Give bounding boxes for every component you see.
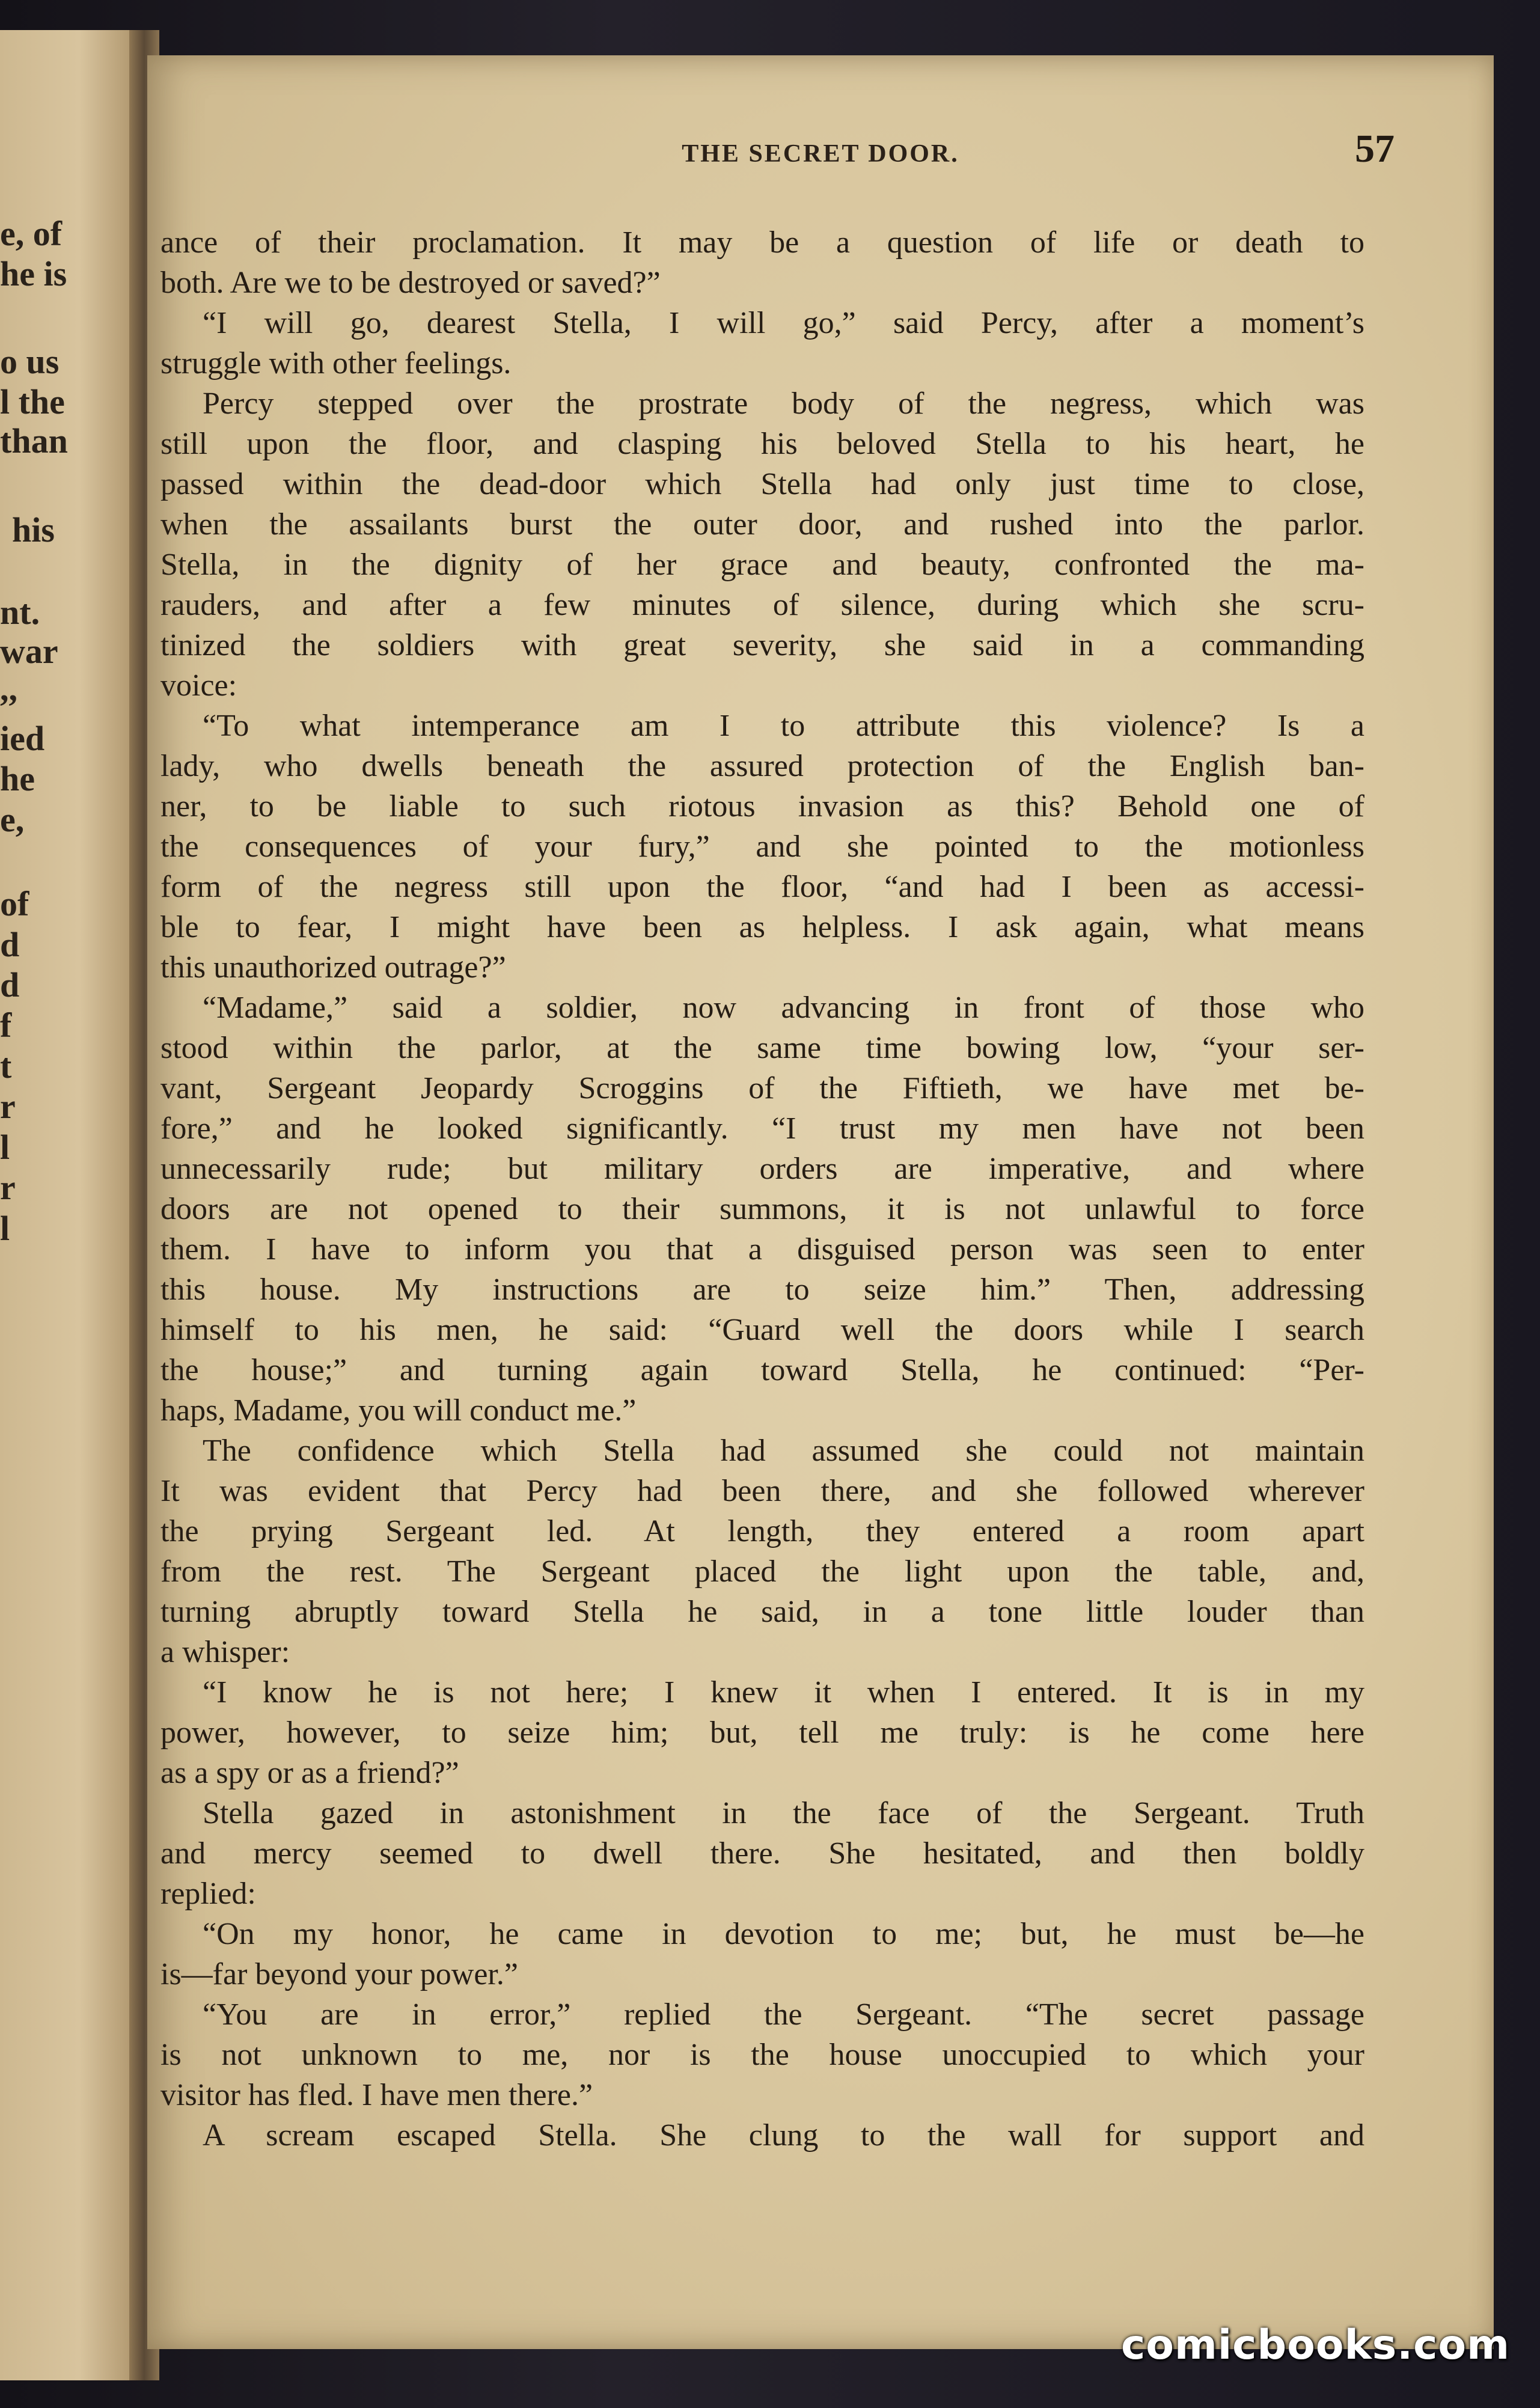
book-page	[147, 55, 1494, 2349]
text-line: haps, Madame, you will conduct me.”	[160, 1393, 637, 1428]
text-line: is—far beyond your power.”	[160, 1957, 518, 1991]
text-line: “You are in error,” replied the Sergeant. “The secret passage	[203, 1997, 1364, 2032]
left-page-fragment: than	[0, 421, 68, 460]
left-page-fragment: ied	[0, 719, 45, 758]
left-page-fragment: his	[12, 510, 55, 549]
text-line: ance of their proclamation. It may be a question of life or death to	[160, 225, 1364, 260]
text-line: voice:	[160, 668, 237, 703]
left-page-fragment: d	[0, 925, 20, 964]
page-number: 57	[1355, 127, 1395, 171]
text-line: visitor has fled. I have men there.”	[160, 2078, 593, 2112]
left-page-fragment: r	[0, 1168, 16, 1207]
text-line: and mercy seemed to dwell there. She hesitated, and then boldly	[160, 1836, 1364, 1871]
left-page-fragment: ,,	[0, 669, 17, 708]
text-line: this house. My instructions are to seize him.” Then, addressing	[160, 1273, 1364, 1307]
left-page-fragment: nt.	[0, 593, 40, 632]
text-line: a whisper:	[160, 1635, 290, 1669]
running-head: THE SECRET DOOR.	[682, 140, 959, 168]
text-line: them. I have to inform you that a disguised person was seen to enter	[160, 1232, 1364, 1267]
text-line: doors are not opened to their summons, it is not unlawful to force	[160, 1192, 1364, 1226]
left-page-fragment: e, of	[0, 214, 63, 253]
left-page-fragment: r	[0, 1087, 16, 1126]
text-line: both. Are we to be destroyed or saved?”	[160, 266, 661, 300]
left-page-fragment: l the	[0, 382, 65, 421]
text-line: as a spy or as a friend?”	[160, 1756, 459, 1790]
text-line: Stella gazed in astonishment in the face of the Sergeant. Truth	[203, 1796, 1364, 1830]
left-page-fragment: f	[0, 1006, 12, 1045]
left-page-fragment: d	[0, 965, 20, 1004]
text-line: still upon the floor, and clasping his beloved Stella to his heart, he	[160, 427, 1364, 461]
text-line: turning abruptly toward Stella he said, in a tone little louder than	[160, 1595, 1364, 1629]
text-line: passed within the dead-door which Stella had only just time to close,	[160, 467, 1364, 501]
text-line: is not unknown to me, nor is the house unoccupied to which your	[160, 2038, 1364, 2072]
text-line: the consequences of your fury,” and she pointed to the motionless	[160, 830, 1364, 864]
text-line: unnecessarily rude; but military orders are imperative, and where	[160, 1152, 1364, 1186]
text-line: himself to his men, he said: “Guard well the doors while I search	[160, 1313, 1364, 1347]
text-line: “I will go, dearest Stella, I will go,” said Percy, after a moment’s	[203, 306, 1364, 340]
text-line: ble to fear, I might have been as helpless. I ask again, what means	[160, 910, 1364, 944]
text-line: when the assailants burst the outer door, and rushed into the parlor.	[160, 507, 1364, 542]
text-line: It was evident that Percy had been there, and she followed wherever	[160, 1474, 1364, 1508]
text-line: rauders, and after a few minutes of silence, during which she scru-	[160, 588, 1364, 622]
left-page-fragment: t	[0, 1047, 12, 1086]
body-text	[160, 222, 1364, 2156]
text-line: “To what intemperance am I to attribute this violence? Is a	[203, 709, 1364, 743]
left-page-fragment: of	[0, 884, 29, 923]
text-line: lady, who dwells beneath the assured protection of the English ban-	[160, 749, 1364, 783]
text-line: struggle with other feelings.	[160, 346, 512, 380]
text-line: the prying Sergeant led. At length, they entered a room apart	[160, 1514, 1364, 1548]
left-page-fragment: l	[0, 1128, 10, 1167]
left-page-fragment: war	[0, 632, 58, 671]
text-line: The confidence which Stella had assumed she could not maintain	[203, 1434, 1364, 1468]
text-line: vant, Sergeant Jeopardy Scroggins of the Fiftieth, we have met be-	[160, 1071, 1364, 1105]
left-page-fragment: o us	[0, 342, 60, 381]
text-line: Stella, in the dignity of her grace and beauty, confronted the ma-	[160, 548, 1364, 582]
text-line: “Madame,” said a soldier, now advancing in front of those who	[203, 991, 1364, 1025]
text-line: “On my honor, he came in devotion to me; but, he must be—he	[203, 1917, 1364, 1951]
text-line: tinized the soldiers with great severity, she said in a commanding	[160, 628, 1364, 662]
left-page-fragment: e,	[0, 800, 25, 839]
text-line: ner, to be liable to such riotous invasion as this? Behold one of	[160, 789, 1364, 824]
left-page-fragment: he	[0, 759, 35, 798]
text-line: Percy stepped over the prostrate body of the negress, which was	[203, 387, 1364, 421]
left-page-fragment: l	[0, 1209, 10, 1248]
left-page-edge	[0, 30, 144, 2380]
text-line: form of the negress still upon the floor, “and had I been as accessi-	[160, 870, 1364, 904]
text-line: replied:	[160, 1877, 256, 1911]
text-line: the house;” and turning again toward Stella, he continued: “Per-	[160, 1353, 1364, 1387]
text-line: power, however, to seize him; but, tell me truly: is he come here	[160, 1716, 1364, 1750]
left-page-fragment: he is	[0, 254, 67, 293]
text-line: A scream escaped Stella. She clung to the wall for support and	[203, 2118, 1364, 2153]
text-line: from the rest. The Sergeant placed the light upon the table, and,	[160, 1554, 1364, 1589]
text-line: fore,” and he looked significantly. “I trust my men have not been	[160, 1111, 1364, 1146]
text-line: stood within the parlor, at the same time bowing low, “your ser-	[160, 1031, 1364, 1065]
watermark: comicbooks.com	[1120, 2321, 1510, 2369]
text-line: this unauthorized outrage?”	[160, 950, 506, 985]
text-line: “I know he is not here; I knew it when I entered. It is in my	[203, 1675, 1364, 1710]
